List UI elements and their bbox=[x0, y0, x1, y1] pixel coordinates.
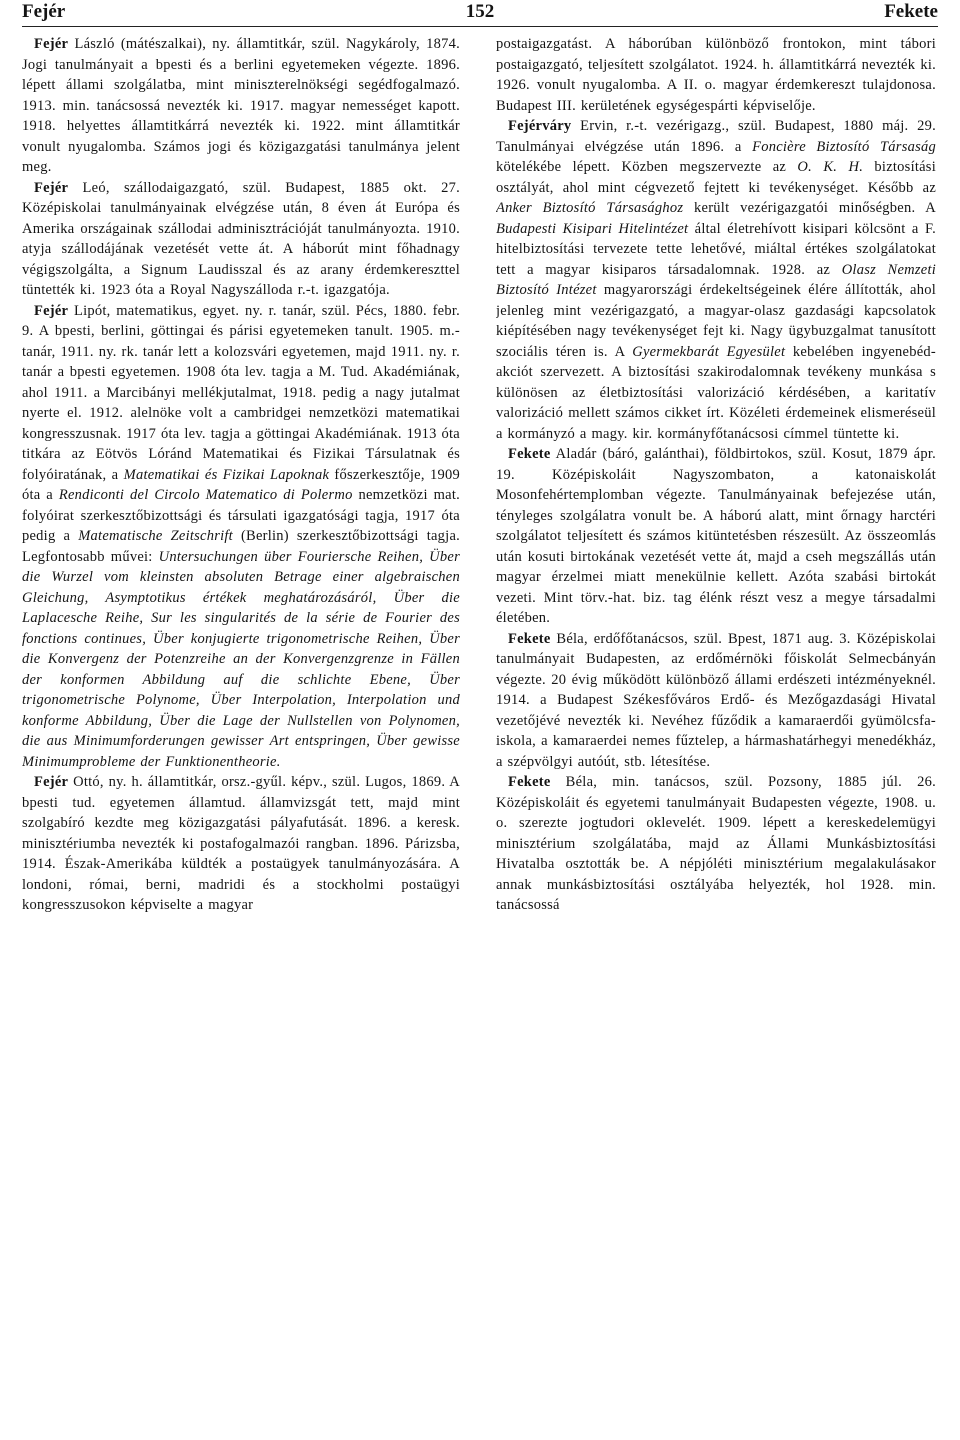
entry-text: nemzetközi mat. folyóirat szerkesztőbizottsági és társulati igazgatósági tagja, 1917 óta pedig a bbox=[22, 487, 460, 544]
entry-text: (Berlin) szerkesztőbizottsági tagja. Legfontosabb művei: bbox=[22, 528, 460, 565]
entry-text: került vezérigazgatói minőségben. A bbox=[683, 200, 936, 216]
entry-text: Ottó, ny. h. államtitkár, orsz.-gyűl. képv., szül. Lugos, 1869. A bpesti tud. egyetemen államtud. államvizsgát tett, majd mint szolgabíró kezdte meg közigazgatási pályafutását. 1896. a keresk. minisztériumba nevezték ki postafogalmazói rangban. 1896. Párizsba, 1914. Észak-Amerikába küldték a postaügyek tanulmányozására. A londoni, római, berni, madridi és a stockholmi postaügyi kongresszusokon képviselte a magyar bbox=[22, 774, 460, 913]
entry-text: Aladár (báró, galánthai), földbirtokos, szül. Kosut, 1879 ápr. 19. Középiskoláit Nagyszombaton, a katonaiskolát Mosonfehértemplomban végezte. Tanulmányainak befejezése után, tényleges szolgálatra vonult be. A háború alatt, mint őrnagy harctéri szolgálatot teljesített és számos kitüntetésben részesült. Az összeomlás után kosuti birtokának vezetését vette át, majd a cseh megszállás után magyar érzelmei miatt menekülnie kellett. Azóta szabási birtokát vezeti. Mint törv.-hat. biz. tag élénk részt vesz a megye társadalmi életében. bbox=[496, 446, 936, 626]
entry-text: László (mátészalkai), ny. államtitkár, szül. Nagykároly, 1874. Jogi tanulmányait a bpesti és a berlini egyetemeken végezte. 1896. lépett állami szolgálatba, mint miniszterelnökségi segédfogalmazó. 1913. min. tanácsossá nevezték ki. 1917. magyar nemességet kapott. 1918. helyettes államtitkárrá nevezték ki. 1922. mint államtitkár vonult nyugalomba. Számos jogi és közigazgatási tanulmánya jelent meg. bbox=[22, 36, 460, 175]
italic-title-text: Anker Biztosító Társasághoz bbox=[496, 200, 684, 216]
italic-title-text: Gyermekbarát Egyesület bbox=[632, 343, 786, 360]
entry-text: Lipót, matematikus, egyet. ny. r. tanár, szül. Pécs, 1880. febr. 9. A bpesti, berlini, göttingai és párisi egyetemeken tanult. 1905. m.-tanár, 1911. ny. rk. tanár lett a kolozsvári egyetemen, majd 1911. ny. r. tanár a bpesti egyetemen. 1908 óta lev. tagja a M. Tud. Akadémiának, ahol 1911. a Marcibányi mellékjutalmat, 1918. pedig a nagy jutalmat nyerte el. 1912. alelnöke volt a cambridgei nemzetközi matematikai kongresszusnak. 1917 óta lev. tagja a göttingai Akadémiának. 1913 óta titkára az Eötvös Lóránd Matematikai és Fizikai Társulatnak és folyóiratának, a bbox=[22, 302, 460, 483]
entry-surname: Fekete bbox=[508, 630, 551, 647]
entry-surname: Fejér bbox=[34, 302, 69, 319]
entry-text: Béla, min. tanácsos, szül. Pozsony, 1885 júl. 26. Középiskoláit és egyetemi tanulmányait Budapesten végezte, 1908. u. o. szerezte jogtudori oklevelét. 1909. lépett a kereskedelemügyi minisztérium szolgálatába, majd az Állami Munkásbiztosítási Hivatalba osztották be. A népjóléti minisztérium megalakulásakor annak munkásbiztosítási osztályába helyezték, hol 1928. min. tanácsossá bbox=[496, 774, 936, 913]
right-column bbox=[496, 34, 936, 1432]
entry-text: által életrehívott kisipari kölcsönt a F. hitelbiztosítási tervezete tette lehetővé, miáltal értékes szolgálatokat tett a magyar kisiparos társadalomnak. 1928. az bbox=[496, 220, 936, 278]
entry-surname: Fekete bbox=[508, 774, 551, 790]
page-header bbox=[22, 0, 938, 24]
biography-entry bbox=[496, 116, 936, 444]
entry-surname: Fejér bbox=[34, 36, 69, 52]
italic-title-text: Olasz Nemzeti Biztosító Intézet bbox=[496, 261, 936, 298]
entry-surname: Fejér bbox=[34, 774, 69, 790]
entry-text: kötelékébe lépett. Közben megszervezte az bbox=[496, 159, 798, 175]
left-column bbox=[22, 34, 460, 1432]
biography-entry bbox=[22, 301, 460, 773]
entry-text: kebelében ingyenebéd-akciót szervezett. A biztosítási szakirodalomnak tevékeny munkása s különösen az életbiztosítási valorizáció kérdésében, a karitatív valorizáció mellett számos cikket írt. Közéleti érdemeinek elismeréseül a kormányzó a magy. kir. kormányfőtanácsosi címmel tüntette ki. bbox=[496, 343, 936, 442]
entry-text: Béla, erdőfőtanácsos, szül. Bpest, 1871 aug. 3. Középiskolai tanulmányait Budapesten, az erdőmérnöki főiskolát Selmecbányán végezte. 20 évig működött különböző állami erdészeti intézményeknél. 1914. a Budapest Székesfőváros Erdő- és Mezőgazdasági Hivatal vezetőjévé nevezték ki. Nevéhez fűződik a kamaraerdői gyümölcsfa-iskola, a kamaraerdei nemes fűztelep, a hármashatárhegyi menedékház, a szépvölgyi autóút, stb. létesítése. bbox=[496, 630, 936, 770]
entry-text: postaigazgatást. A háborúban különböző frontokon, mint tábori postaigazgató, teljesített szolgálatot. 1924. h. államtitkárrá nevezték ki. 1926. vonult nyugalomba. A II. o. magyar érdemkereszt tulajdonosa. Budapest III. kerületének egységespárti képviselője. bbox=[496, 36, 936, 114]
biography-entry bbox=[496, 34, 936, 116]
header-rule bbox=[22, 26, 938, 27]
header-right-keyword: Fekete bbox=[884, 1, 938, 22]
italic-title-text: Untersuchungen über Fouriersche Reihen, Über die Wurzel vom kleinsten absoluten Betrage einer algebraischen Gleichung, Asymptotikus értékek meghatározásáról, Über die Laplacesche Reihe, Sur les singularités de la série de Fourier des fonctions continues, Über konjugierte trigonometrische Reihen, Über die Konvergenz der Potenzreihe an der Konvergenzgrenze in Fällen der konformen Abbildung auf die schlichte Ebene, Über trigonometrische Polynome, Über Interpolation, Interpolation und konforme Abbildung, Über die Lage der Nullstellen von Polynomen, die aus Minimumforderungen gewisser Art entspringen, Über gewisse Minimumprobleme der Funktionentheorie. bbox=[22, 548, 460, 770]
italic-title-text: Budapesti Kisipari Hitelintézet bbox=[496, 220, 689, 237]
entry-text: Leó, szállodaigazgató, szül. Budapest, 1885 okt. 27. Középiskolai tanulmányainak elvégzése után, 8 éven át Európa és Amerika országainak szállodai adminisztrációját tanulmányozta. 1910. atyja szállodájának vezetését vette át. A háborút mint főhadnagy végigszolgálta, a Signum Laudisszal és az arany érdemkereszttel tüntették ki. 1923 óta a Royal Nagyszálloda r.-t. igazgatója. bbox=[22, 179, 460, 298]
header-left-keyword: Fejér bbox=[22, 1, 66, 22]
entry-surname: Fekete bbox=[508, 446, 551, 462]
entry-text: Ervin, r.-t. vezérigazg., szül. Budapest, 1880 máj. 29. Tanulmányai elvégzése után 1896. a bbox=[496, 118, 936, 155]
italic-title-text: Foncière Biztosító Társaság bbox=[752, 138, 936, 155]
italic-title-text: O. K. H. bbox=[797, 159, 864, 175]
biography-entry bbox=[496, 629, 936, 773]
biography-entry bbox=[22, 772, 460, 916]
biography-entry bbox=[496, 444, 936, 629]
entry-surname: Fejér bbox=[34, 179, 69, 196]
entry-text: főszerkesztője, 1909 óta a bbox=[22, 466, 460, 503]
italic-title-text: Matematische Zeitschrift bbox=[78, 528, 233, 544]
italic-title-text: Matematikai és Fizikai Lapoknak bbox=[123, 466, 330, 483]
italic-title-text: Rendiconti del Circolo Matematico di Polermo bbox=[58, 487, 353, 503]
entry-text: magyarországi érdekeltségeinek élére állították, ahol jelenleg mint vezérigazgató, a magyar-olasz gazdasági kapcsolatok kiépítésében nagy tevékenységet fejt ki. Nagy ügybuzgalmat tanusított szociális téren is. A bbox=[496, 282, 936, 360]
biography-entry bbox=[496, 772, 936, 916]
page-number: 152 bbox=[465, 1, 495, 22]
biography-entry bbox=[22, 178, 460, 301]
entry-surname: Fejérváry bbox=[508, 118, 572, 134]
entry-text: biztosítási osztályát, ahol mint cégvezető fejtett ki tevékenységet. Később az bbox=[496, 159, 936, 196]
biography-entry bbox=[22, 34, 460, 178]
